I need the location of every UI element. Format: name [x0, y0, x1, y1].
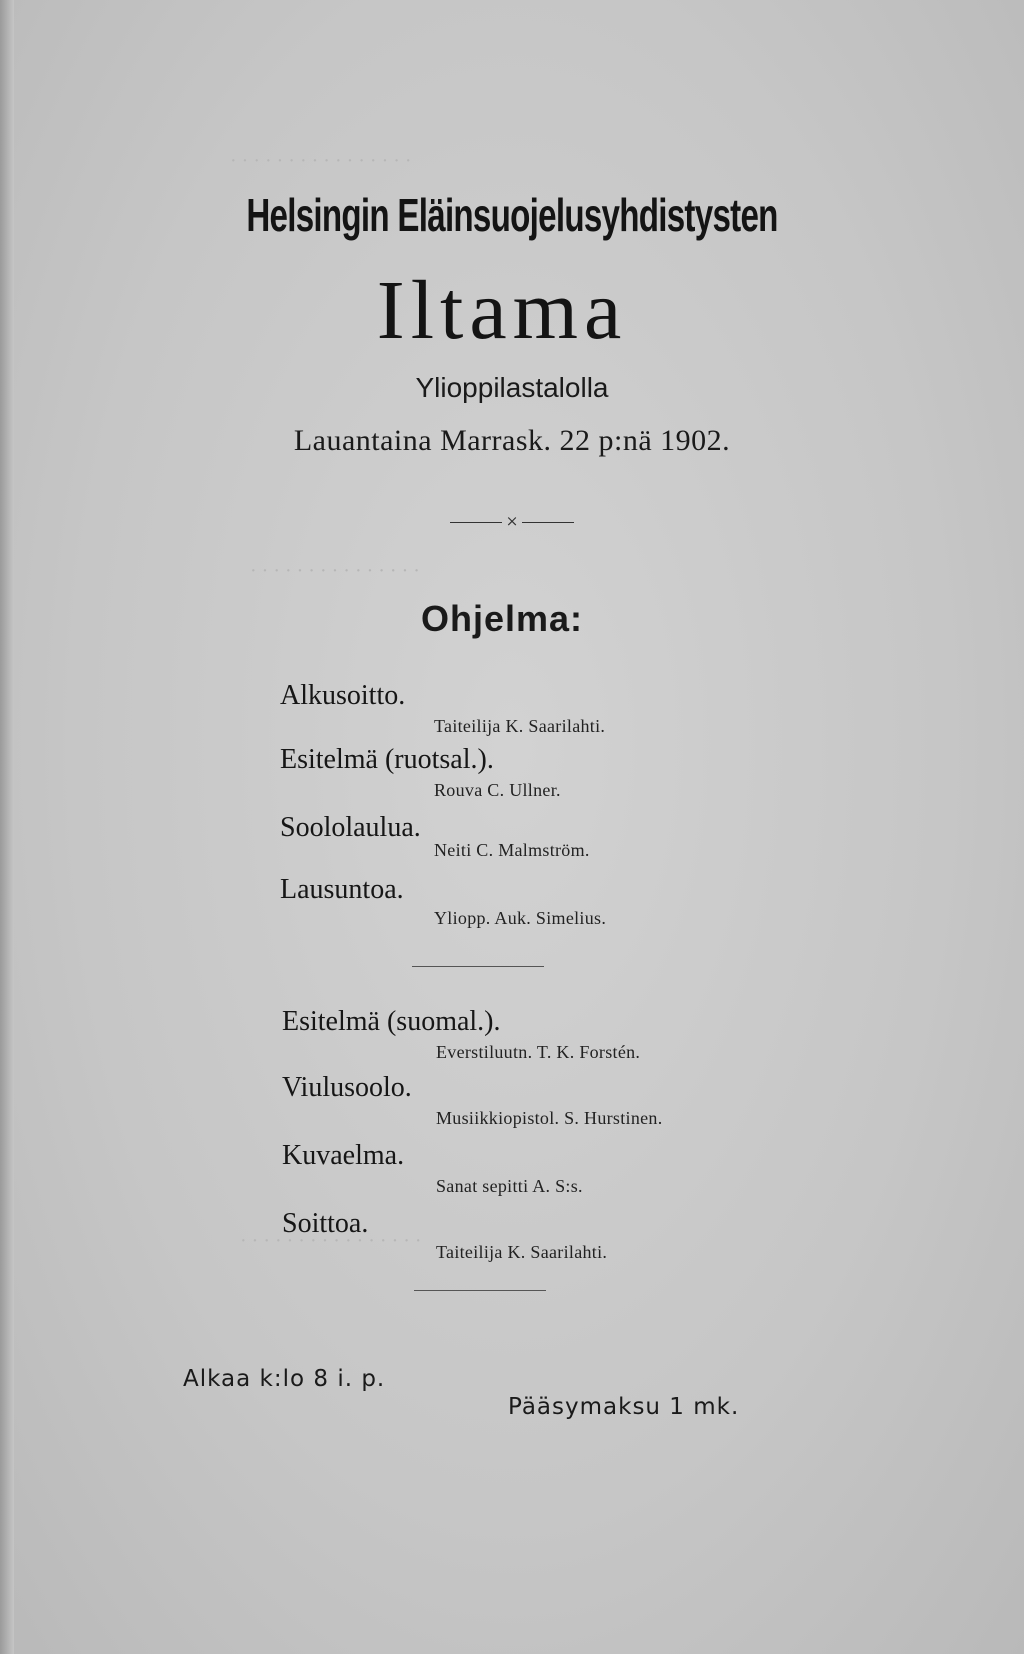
programme-item-title: Alkusoitto. — [280, 680, 406, 711]
programme-item-title: Kuvaelma. — [282, 1140, 405, 1171]
programme-item-performer: Sanat sepitti A. S:s. — [436, 1176, 583, 1196]
event-venue: Ylioppilastalolla — [415, 372, 609, 403]
programme-item-performer: Taiteilija K. Saarilahti. — [436, 1242, 608, 1262]
show-through-texture: · · · · · · · · · · · · · · · · — [240, 1230, 422, 1252]
programme-item-title: Lausuntoa. — [280, 874, 404, 905]
event-title: Iltama — [376, 264, 628, 357]
ornament-glyph: × — [505, 512, 519, 530]
ornament-divider — [0, 512, 1024, 530]
admission-fee: Pääsymaksu 1 mk. — [508, 1394, 740, 1420]
programme-heading: Ohjelma: — [420, 598, 584, 639]
programme-item-title: Viulusoolo. — [282, 1072, 412, 1103]
show-through-texture: · · · · · · · · · · · · · · · — [250, 560, 420, 582]
start-time: Alkaa k:lo 8 i. p. — [183, 1366, 386, 1392]
show-through-texture: · · · · · · · · · · · · · · · · — [230, 150, 412, 172]
programme-item-title: Esitelmä (suomal.). — [282, 1006, 501, 1037]
section-divider — [412, 966, 544, 967]
programme-item-title: Soololaulua. — [280, 812, 421, 843]
programme-item-performer: Rouva C. Ullner. — [434, 780, 561, 800]
programme-item-performer: Taiteilija K. Saarilahti. — [434, 716, 606, 736]
programme-item-performer: Everstiluutn. T. K. Forstén. — [436, 1042, 641, 1062]
programme-item-performer: Neiti C. Malmström. — [434, 840, 590, 860]
programme-item-performer: Yliopp. Auk. Simelius. — [434, 908, 607, 928]
event-date: Lauantaina Marrask. 22 p:nä 1902. — [293, 424, 731, 457]
section-divider — [414, 1290, 546, 1291]
organization-name: Helsingin Eläinsuojelusyhdistysten — [246, 189, 778, 241]
programme-item-performer: Musiikkiopistol. S. Hurstinen. — [436, 1108, 663, 1128]
programme-item-title: Esitelmä (ruotsal.). — [280, 744, 494, 775]
paper-edge — [0, 0, 14, 1654]
programme-item-title: Soittoa. — [282, 1208, 369, 1239]
